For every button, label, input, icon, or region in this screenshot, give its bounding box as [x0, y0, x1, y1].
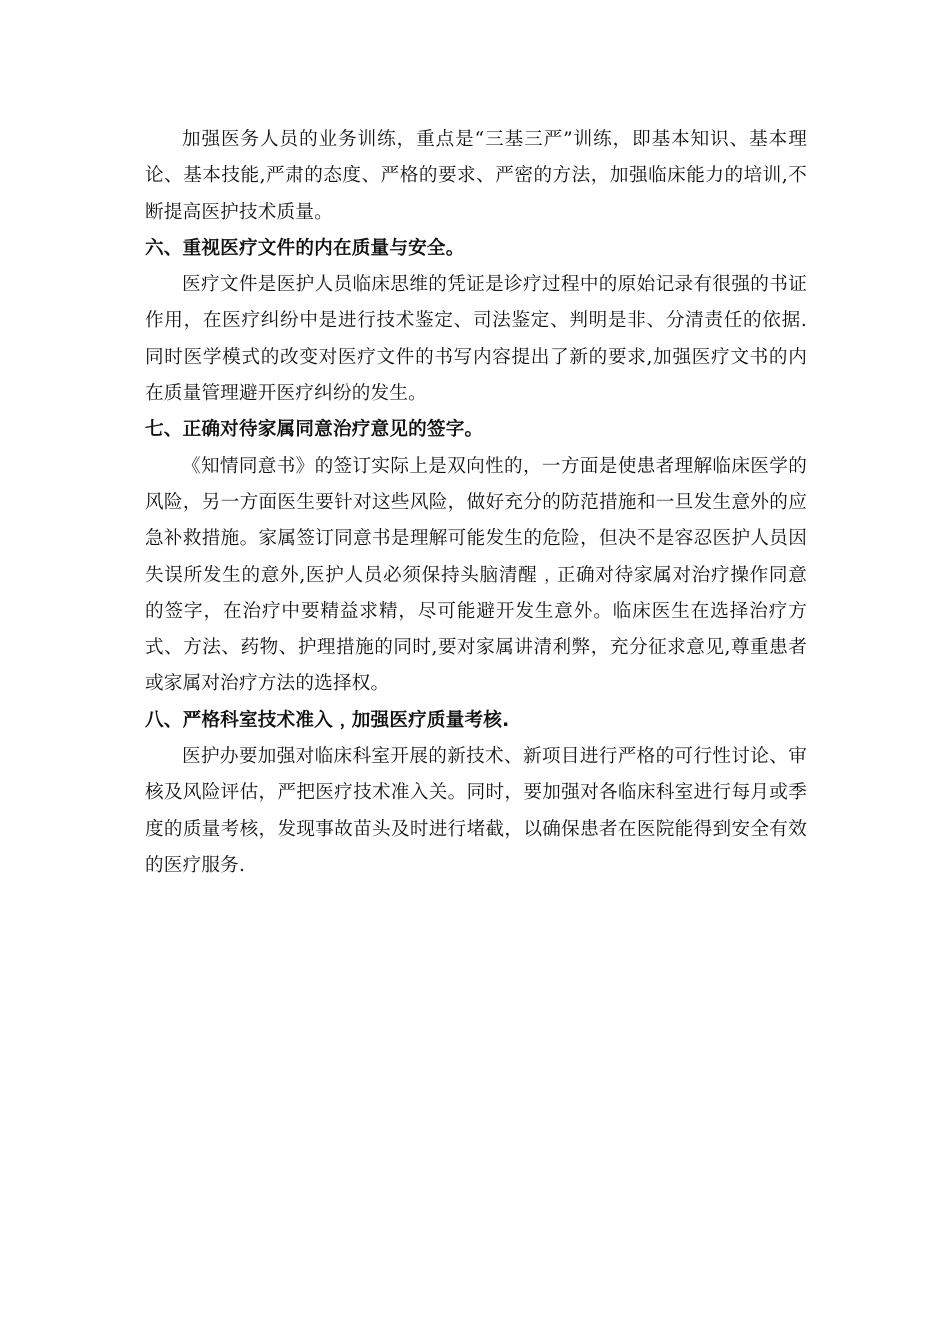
- document-body: [145, 122, 807, 884]
- paragraph-training: 加强医务人员的业务训练，重点是“三基三严”训练，即基本知识、基本理论、基本技能,严肃的态度、严格的要求、严密的方法，加强临床能力的培训,不断提高医护技术质量。: [145, 129, 807, 223]
- paragraph-informed-consent: 《知情同意书》的签订实际上是双向性的，一方面是使患者理解临床医学的风险，另一方面医生要针对这些风险，做好充分的防范措施和一旦发生意外的应急补救措施。家属签订同意书是理解可能发生的危险，但决不是容忍医护人员因失误所发生的意外,医护人员必须保持头脑清醒﹐正确对待家属对治疗操作同意的签字，在治疗中要精益求精，尽可能避开发生意外。临床医生在选择治疗方式、方法、药物、护理措施的同时,要对家属讲清利弊，充分征求意见,尊重患者或家属对治疗方法的选择权。: [145, 455, 807, 695]
- paragraph-medical-records: 医疗文件是医护人员临床思维的凭证是诊疗过程中的原始记录有很强的书证作用，在医疗纠纷中是进行技术鉴定、司法鉴定、判明是非、分清责任的依据.同时医学模式的改变对医疗文件的书写内容提出了新的要求,加强医疗文书的内在质量管理避开医疗纠纷的发生。: [145, 274, 807, 405]
- heading-section-6: 六、重视医疗文件的内在质量与安全。: [145, 237, 465, 259]
- heading-section-8: 八、严格科室技术准入﹐加强医疗质量考核.: [145, 709, 510, 731]
- heading-section-7: 七、正确对待家属同意治疗意见的签字。: [145, 419, 484, 441]
- paragraph-quality-assessment: 医护办要加强对临床科室开展的新技术、新项目进行严格的可行性讨论、审核及风险评估，严把医疗技术准入关。同时，要加强对各临床科室进行每月或季度的质量考核，发现事故苗头及时进行堵截，以确保患者在医院能得到安全有效的医疗服务.: [145, 746, 807, 876]
